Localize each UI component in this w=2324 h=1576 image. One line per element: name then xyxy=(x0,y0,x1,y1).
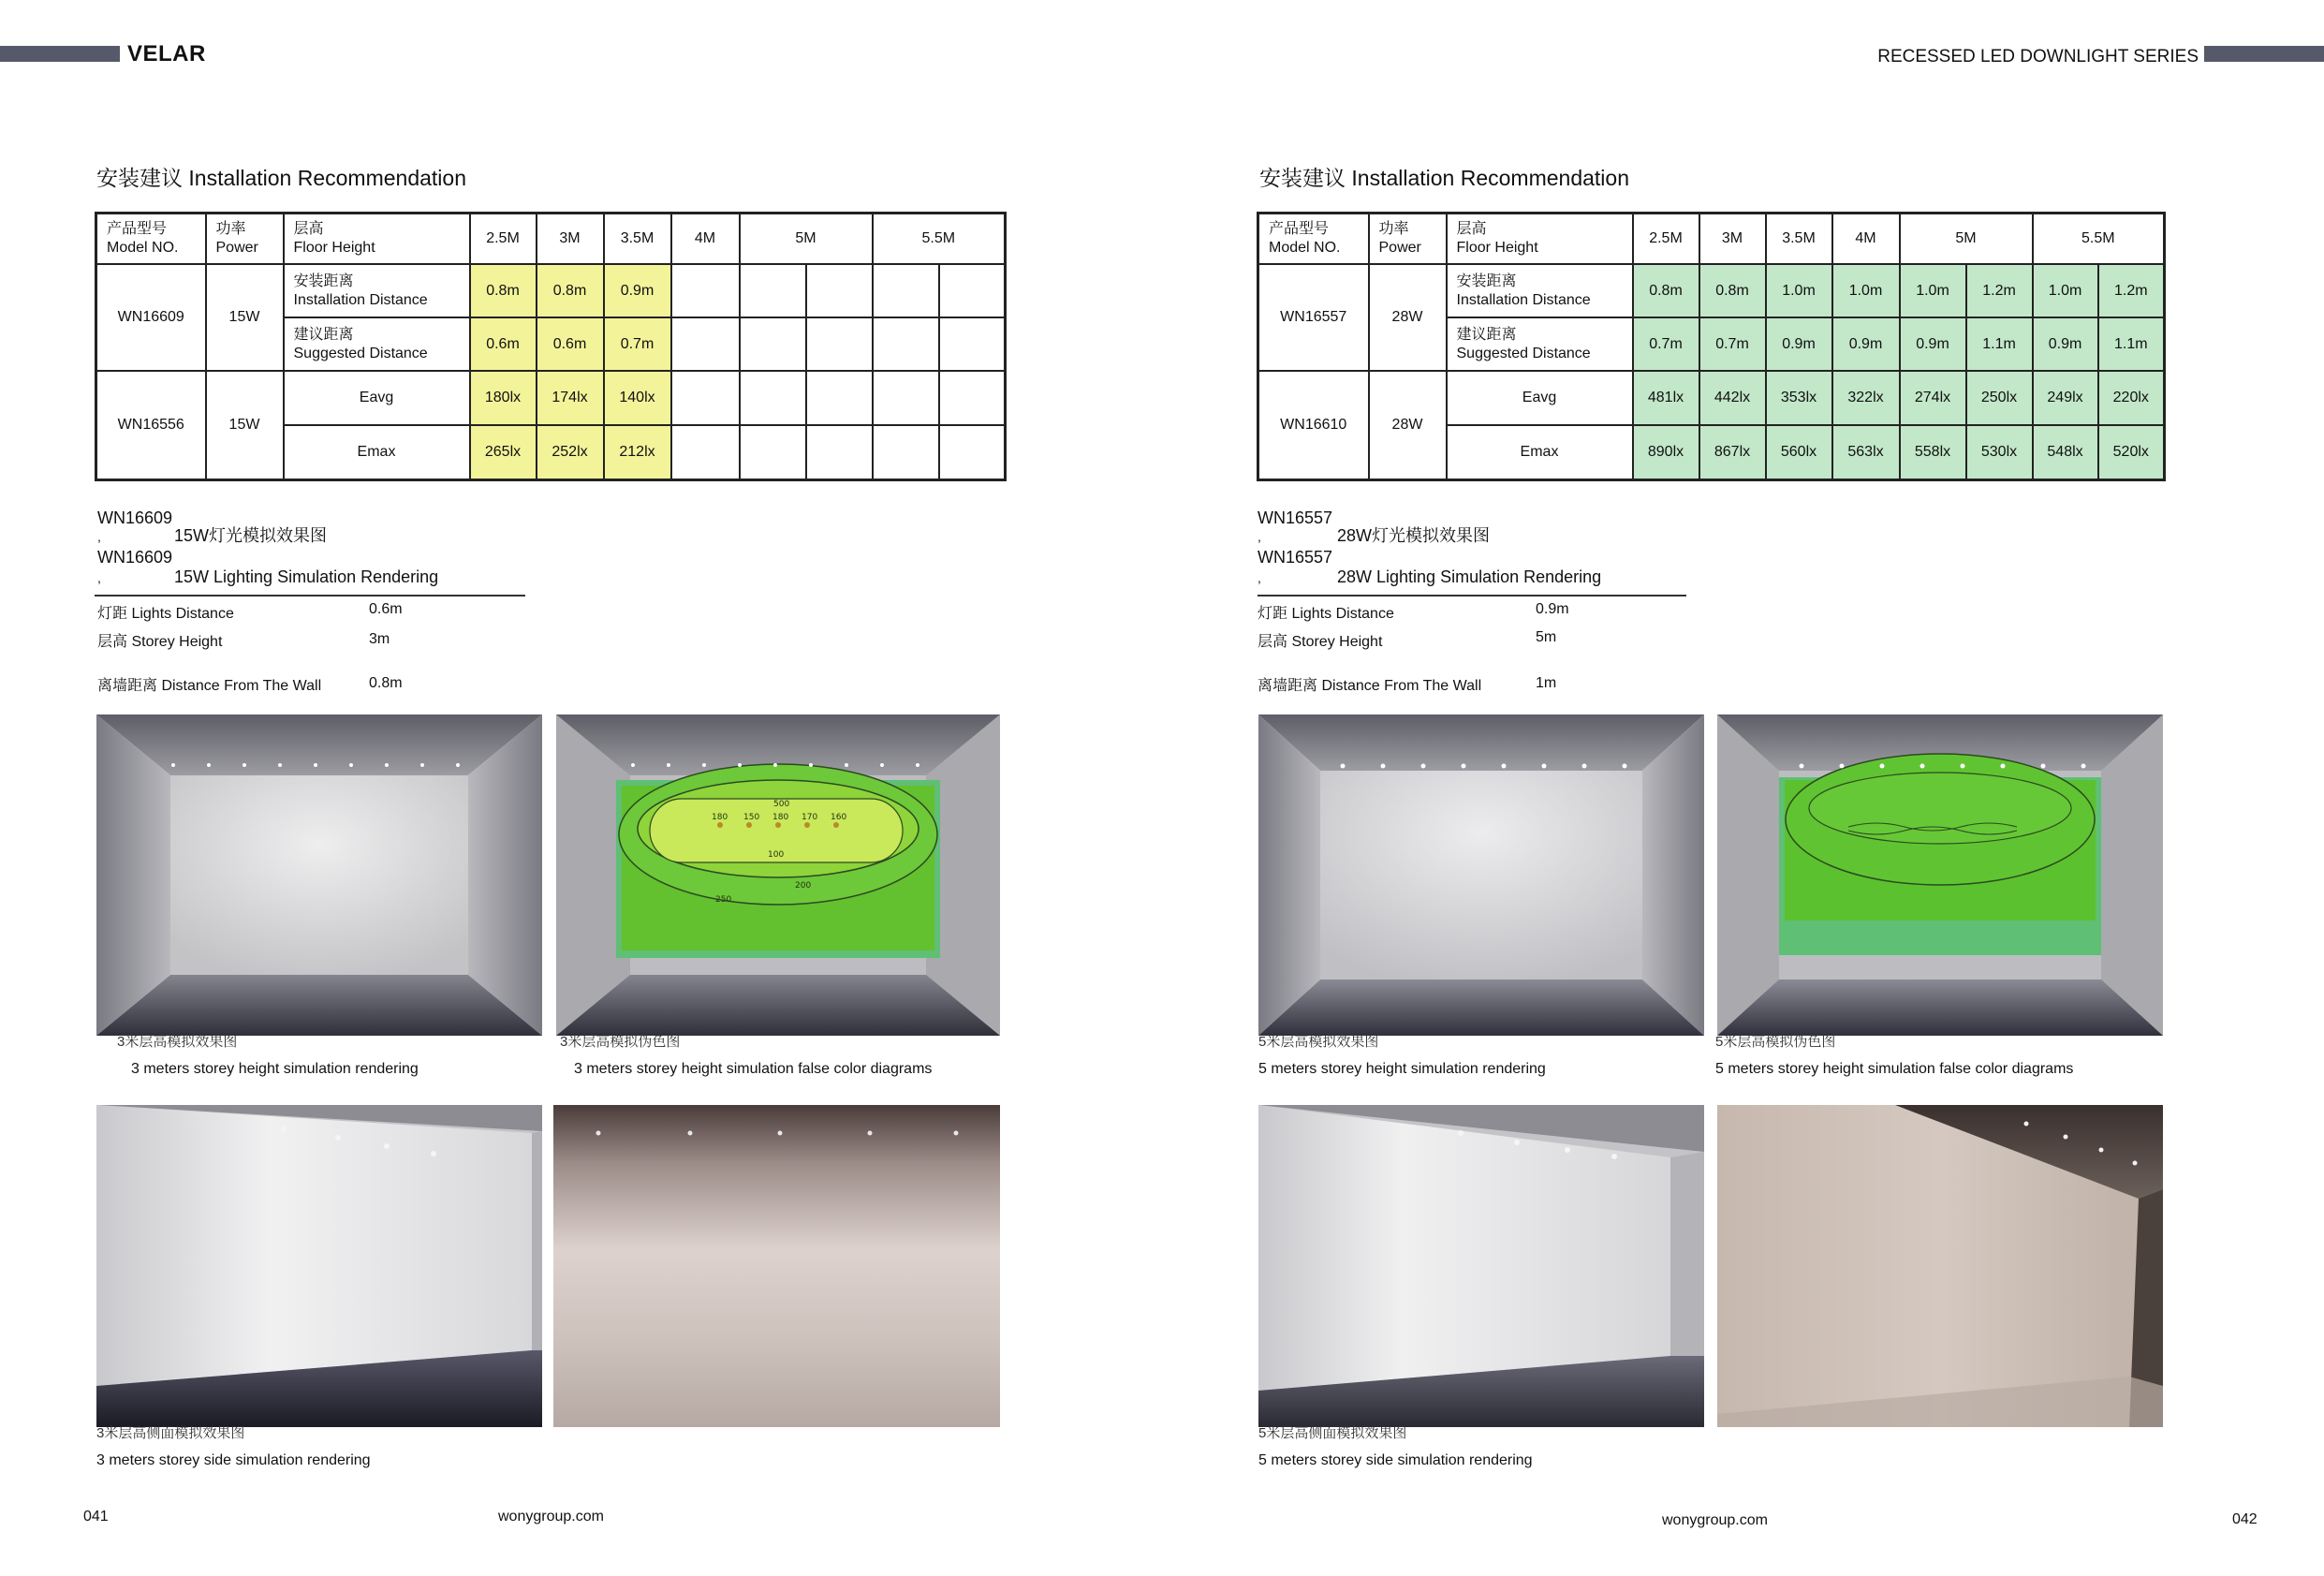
header-power: 功率 Power xyxy=(206,214,284,265)
contour-label: 100 xyxy=(768,850,785,860)
value-cell xyxy=(671,425,740,479)
warm-room-rendering-image xyxy=(553,1105,1000,1427)
page-number: 042 xyxy=(2232,1511,2258,1527)
side-rendering-image xyxy=(96,1105,542,1427)
value-cell: 0.8m xyxy=(1633,264,1699,317)
comma: , xyxy=(97,529,101,544)
height-col: 3.5M xyxy=(604,214,671,265)
value-cell xyxy=(939,425,1006,479)
power-cell: 28W xyxy=(1369,264,1447,371)
height-col: 4M xyxy=(671,214,740,265)
right-spec-table xyxy=(1257,212,2166,481)
value-cell: 0.9m xyxy=(604,264,671,317)
value-cell: 481lx xyxy=(1633,371,1699,425)
room-rendering-image xyxy=(1258,714,1704,1036)
emax-label: Emax xyxy=(1447,425,1633,479)
value-cell: 530lx xyxy=(1966,425,2033,479)
value-cell xyxy=(939,371,1006,425)
sim-model-line-2: WN16557 xyxy=(1258,548,1333,567)
value-cell: 0.7m xyxy=(604,317,671,371)
model-cell: WN16609 xyxy=(96,264,206,371)
wall-distance-value: 1m xyxy=(1536,675,1557,691)
sim-title-zh: 15W灯光模拟效果图 xyxy=(174,526,328,545)
caption-zh: 5米层高模拟伪色图 xyxy=(1715,1034,1836,1050)
value-cell: 442lx xyxy=(1699,371,1766,425)
value-cell: 0.7m xyxy=(1699,317,1766,371)
value-cell: 0.9m xyxy=(1766,317,1832,371)
wall-distance-label: 离墙距离 Distance From The Wall xyxy=(1258,678,1482,694)
header-model: 产品型号 Model NO. xyxy=(1258,214,1369,265)
installation-distance-label: 安装距离 Installation Distance xyxy=(284,264,470,317)
value-cell: 1.1m xyxy=(2098,317,2165,371)
website: wonygroup.com xyxy=(1662,1512,1768,1528)
value-cell: 0.9m xyxy=(1832,317,1900,371)
value-cell: 274lx xyxy=(1900,371,1966,425)
left-spec-table xyxy=(95,212,1007,481)
height-col: 4M xyxy=(1832,214,1900,265)
lights-distance-label: 灯距 Lights Distance xyxy=(1258,606,1394,622)
value-cell: 563lx xyxy=(1832,425,1900,479)
power-cell: 15W xyxy=(206,371,284,479)
value-cell: 0.8m xyxy=(470,264,537,317)
value-cell: 1.0m xyxy=(2033,264,2098,317)
value-cell: 560lx xyxy=(1766,425,1832,479)
height-col: 2.5M xyxy=(470,214,537,265)
power-cell: 15W xyxy=(206,264,284,371)
value-cell xyxy=(939,264,1006,317)
caption-zh: 5米层高侧面模拟效果图 xyxy=(1258,1425,1407,1441)
contour-label: 250 xyxy=(715,895,732,905)
height-col: 5M xyxy=(740,214,873,265)
value-cell xyxy=(806,371,873,425)
false-color-image xyxy=(1717,714,2163,1036)
value-cell xyxy=(873,371,939,425)
contour-label: 180 xyxy=(772,813,789,822)
value-cell: 520lx xyxy=(2098,425,2165,479)
storey-height-label: 层高 Storey Height xyxy=(97,634,223,650)
value-cell: 1.0m xyxy=(1832,264,1900,317)
caption-zh: 3米层高模拟伪色图 xyxy=(560,1034,681,1050)
value-cell xyxy=(740,371,806,425)
caption-en: 5 meters storey height simulation false color diagrams xyxy=(1715,1061,2074,1077)
power-cell: 28W xyxy=(1369,371,1447,479)
height-col: 2.5M xyxy=(1633,214,1699,265)
caption-zh: 3米层高侧面模拟效果图 xyxy=(96,1425,245,1441)
value-cell: 1.1m xyxy=(1966,317,2033,371)
installation-distance-label: 安装距离 Installation Distance xyxy=(1447,264,1633,317)
value-cell xyxy=(806,264,873,317)
divider xyxy=(95,595,525,597)
right-header-bar xyxy=(2204,46,2324,62)
value-cell: 548lx xyxy=(2033,425,2098,479)
value-cell: 174lx xyxy=(537,371,604,425)
contour-label: 180 xyxy=(712,813,728,822)
height-col: 5.5M xyxy=(873,214,1006,265)
value-cell: 890lx xyxy=(1633,425,1699,479)
model-cell: WN16556 xyxy=(96,371,206,479)
value-cell: 322lx xyxy=(1832,371,1900,425)
height-col: 3M xyxy=(537,214,604,265)
sim-model-line-1: WN16557 xyxy=(1258,508,1333,527)
value-cell: 252lx xyxy=(537,425,604,479)
lights-distance-value: 0.6m xyxy=(369,601,403,617)
model-cell: WN16610 xyxy=(1258,371,1369,479)
value-cell: 867lx xyxy=(1699,425,1766,479)
contour-label: 150 xyxy=(743,813,760,822)
value-cell: 250lx xyxy=(1966,371,2033,425)
wall-distance-label: 离墙距离 Distance From The Wall xyxy=(97,678,322,694)
value-cell xyxy=(873,264,939,317)
lights-distance-label: 灯距 Lights Distance xyxy=(97,606,234,622)
value-cell: 0.6m xyxy=(537,317,604,371)
sim-model-line-2: WN16609 xyxy=(97,548,173,567)
header-model: 产品型号 Model NO. xyxy=(96,214,206,265)
header-power: 功率 Power xyxy=(1369,214,1447,265)
value-cell: 0.6m xyxy=(470,317,537,371)
value-cell: 180lx xyxy=(470,371,537,425)
website: wonygroup.com xyxy=(498,1509,604,1524)
brand-name: VELAR xyxy=(127,41,206,66)
suggested-distance-label: 建议距离 Suggested Distance xyxy=(1447,317,1633,371)
height-col: 5M xyxy=(1900,214,2033,265)
value-cell xyxy=(740,425,806,479)
contour-label: 160 xyxy=(831,813,847,822)
storey-height-value: 5m xyxy=(1536,629,1557,645)
value-cell xyxy=(873,317,939,371)
left-section-title: 安装建议 Installation Recommendation xyxy=(96,166,466,190)
value-cell xyxy=(806,317,873,371)
value-cell: 0.7m xyxy=(1633,317,1699,371)
storey-height-value: 3m xyxy=(369,631,390,647)
false-color-image xyxy=(556,714,1000,1036)
comma: , xyxy=(1258,529,1261,544)
left-header-bar xyxy=(0,46,120,62)
value-cell: 558lx xyxy=(1900,425,1966,479)
height-col: 3M xyxy=(1699,214,1766,265)
contour-label: 500 xyxy=(773,800,790,809)
contour-label: 170 xyxy=(802,813,818,822)
series-title: RECESSED LED DOWNLIGHT SERIES xyxy=(1877,47,2199,66)
caption-en: 3 meters storey height simulation rendering xyxy=(131,1061,419,1077)
suggested-distance-label: 建议距离 Suggested Distance xyxy=(284,317,470,371)
side-rendering-image xyxy=(1258,1105,1704,1427)
value-cell xyxy=(740,317,806,371)
right-section-title: 安装建议 Installation Recommendation xyxy=(1259,166,1629,190)
height-col: 5.5M xyxy=(2033,214,2165,265)
value-cell xyxy=(873,425,939,479)
emax-label: Emax xyxy=(284,425,470,479)
sim-title-en: 15W Lighting Simulation Rendering xyxy=(174,567,439,586)
value-cell: 0.8m xyxy=(537,264,604,317)
value-cell xyxy=(671,371,740,425)
caption-en: 3 meters storey height simulation false color diagrams xyxy=(574,1061,933,1077)
value-cell: 140lx xyxy=(604,371,671,425)
value-cell xyxy=(939,317,1006,371)
caption-zh: 5米层高模拟效果图 xyxy=(1258,1034,1379,1050)
caption-en: 5 meters storey height simulation rendering xyxy=(1258,1061,1546,1077)
page-number: 041 xyxy=(83,1509,109,1524)
caption-zh: 3米层高模拟效果图 xyxy=(117,1034,238,1050)
value-cell: 265lx xyxy=(470,425,537,479)
value-cell xyxy=(671,264,740,317)
value-cell: 0.8m xyxy=(1699,264,1766,317)
divider xyxy=(1258,595,1686,597)
value-cell xyxy=(806,425,873,479)
eavg-label: Eavg xyxy=(284,371,470,425)
storey-height-label: 层高 Storey Height xyxy=(1258,634,1383,650)
lights-distance-value: 0.9m xyxy=(1536,601,1569,617)
eavg-label: Eavg xyxy=(1447,371,1633,425)
value-cell: 249lx xyxy=(2033,371,2098,425)
height-col: 3.5M xyxy=(1766,214,1832,265)
value-cell: 1.2m xyxy=(1966,264,2033,317)
wall-distance-value: 0.8m xyxy=(369,675,403,691)
sim-title-en: 28W Lighting Simulation Rendering xyxy=(1337,567,1602,586)
value-cell: 1.0m xyxy=(1766,264,1832,317)
contour-label: 200 xyxy=(795,881,812,891)
comma: , xyxy=(1258,570,1261,585)
value-cell: 1.2m xyxy=(2098,264,2165,317)
model-cell: WN16557 xyxy=(1258,264,1369,371)
value-cell: 220lx xyxy=(2098,371,2165,425)
value-cell xyxy=(671,317,740,371)
sim-model-line-1: WN16609 xyxy=(97,508,173,527)
value-cell: 0.9m xyxy=(2033,317,2098,371)
warm-wall-rendering-image xyxy=(1717,1105,2163,1427)
value-cell: 1.0m xyxy=(1900,264,1966,317)
header-floor-height: 层高 Floor Height xyxy=(284,214,470,265)
header-floor-height: 层高 Floor Height xyxy=(1447,214,1633,265)
sim-title-zh: 28W灯光模拟效果图 xyxy=(1337,526,1491,545)
caption-en: 5 meters storey side simulation rendering xyxy=(1258,1452,1533,1468)
comma: , xyxy=(97,570,101,585)
caption-en: 3 meters storey side simulation rendering xyxy=(96,1452,371,1468)
value-cell xyxy=(740,264,806,317)
value-cell: 212lx xyxy=(604,425,671,479)
room-rendering-image xyxy=(96,714,542,1036)
value-cell: 0.9m xyxy=(1900,317,1966,371)
value-cell: 353lx xyxy=(1766,371,1832,425)
